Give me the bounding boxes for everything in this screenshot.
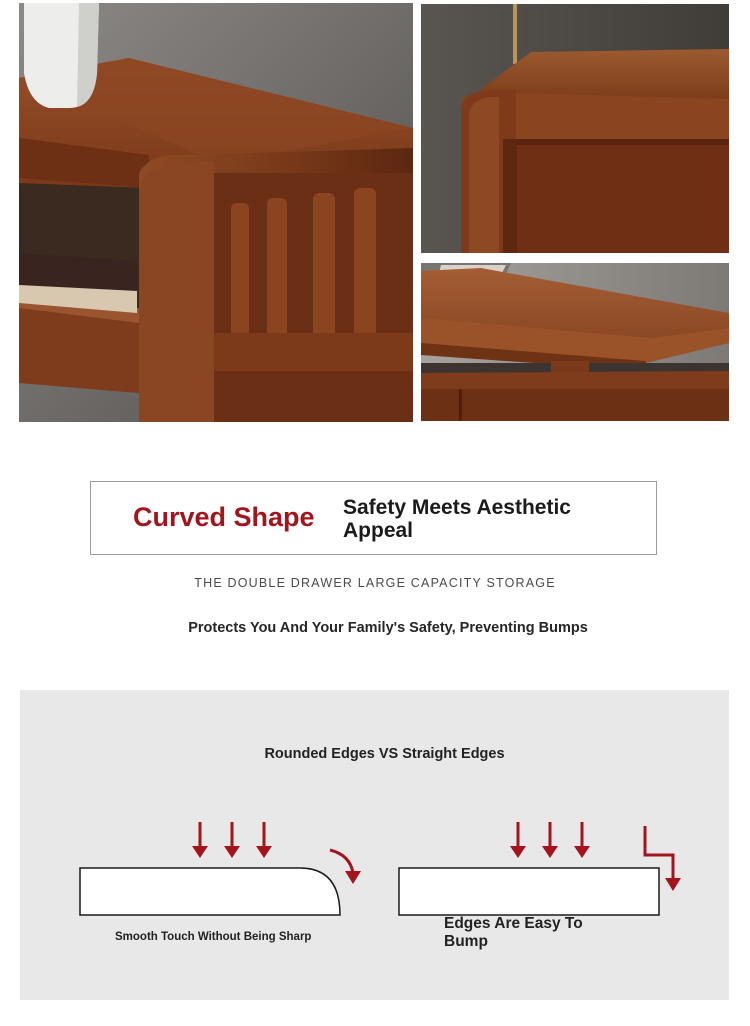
- safety-aesthetic-title: Safety Meets Aesthetic Appeal: [343, 496, 571, 542]
- rounded-edge-caption: Smooth Touch Without Being Sharp: [115, 931, 312, 943]
- safety-description: Protects You And Your Family's Safety, Preventing Bumps: [188, 620, 588, 636]
- headline-box: [90, 481, 657, 555]
- rounded-edge-shape: [80, 868, 340, 915]
- photo-tv-stand-edge: [421, 263, 729, 421]
- comparison-title: Rounded Edges VS Straight Edges: [264, 746, 505, 762]
- photo-drawer-corner: [421, 4, 729, 253]
- straight-edge-caption: Edges Are Easy To Bump: [444, 915, 583, 950]
- curved-arrow-icon: [330, 850, 361, 884]
- edge-comparison-diagram: [20, 690, 729, 1000]
- down-arrows-icon: [192, 822, 272, 858]
- down-arrows-icon: [510, 822, 590, 858]
- double-drawer-subtitle: THE DOUBLE DRAWER LARGE CAPACITY STORAGE: [194, 576, 556, 590]
- straight-edge-shape: [399, 868, 659, 915]
- edge-comparison-panel: [20, 690, 729, 1000]
- photo-cabinet-corner: [19, 3, 413, 422]
- curved-shape-title: Curved Shape: [133, 502, 315, 532]
